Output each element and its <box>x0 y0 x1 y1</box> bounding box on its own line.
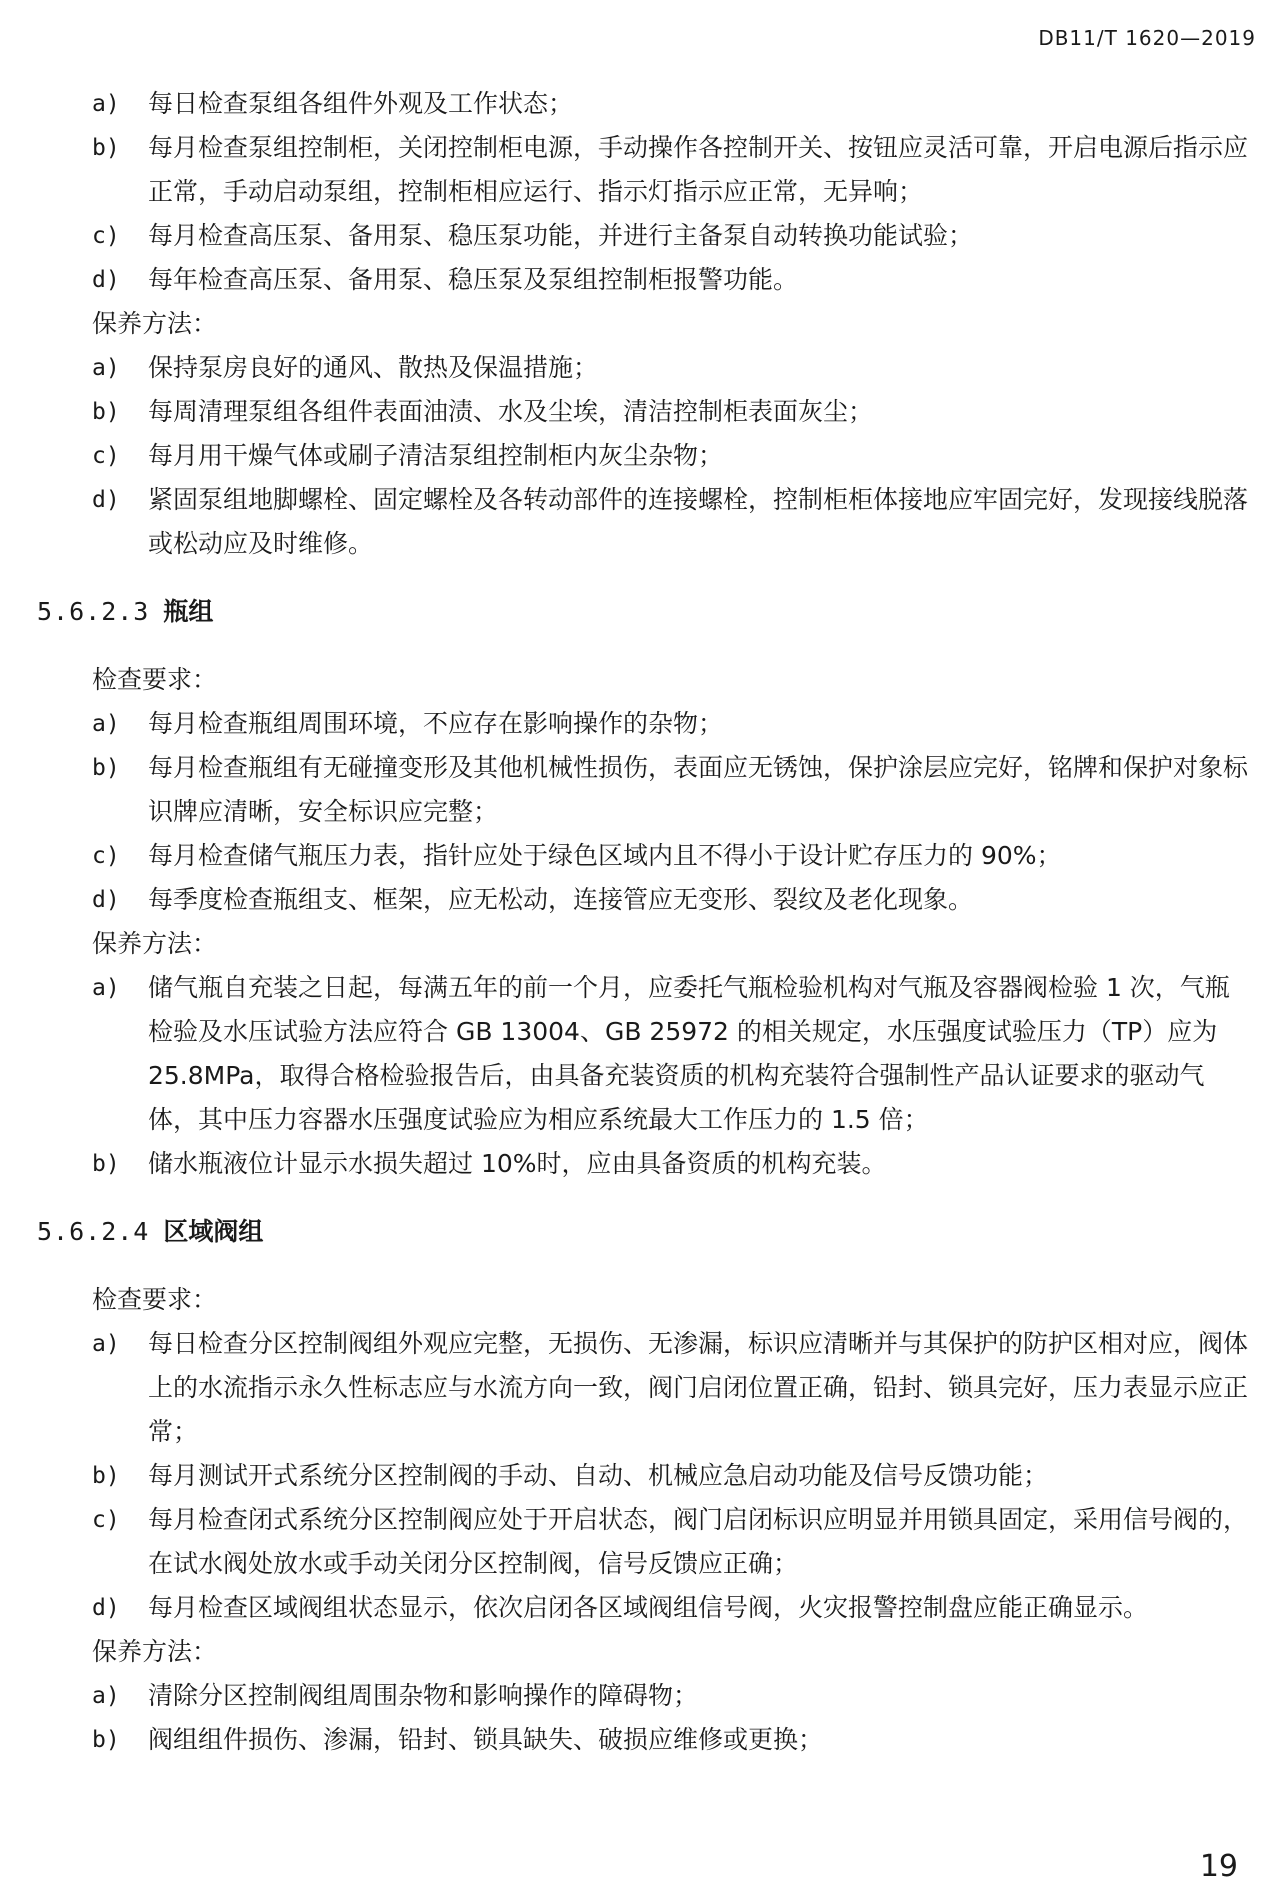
subsection-label: 保养方法： <box>92 1637 218 1666</box>
subsection-label: 检查要求： <box>92 1285 218 1314</box>
list-item-label: a) <box>92 975 120 1001</box>
list-item-label: d) <box>92 487 120 513</box>
list-item-text: 每月检查储气瓶压力表，指针应处于绿色区域内且不得小于设计贮存压力的 90%； <box>148 841 1062 870</box>
list-item-label: c) <box>92 223 120 249</box>
list-item-text: 储气瓶自充装之日起，每满五年的前一个月，应委托气瓶检验机构对气瓶及容器阀检验 1 次，气瓶检验及水压试验方法应符合 GB 13004、GB 25972 的相关规定，水压强度试验压力（TP）应为 25.8MPa，取得合格检验报告后，由具备充装资质的机构充装符合强制性产品认证要求的驱动气体，其中压力容器水压强度试验应为相应系统最大工作压力的 1.5 倍； <box>148 973 1230 1134</box>
section-title: 区域阀组 <box>163 1217 264 1246</box>
list-item-text: 紧固泵组地脚螺栓、固定螺栓及各转动部件的连接螺栓，控制柜柜体接地应牢固完好，发现接线脱落或松动应及时维修。 <box>148 485 1249 558</box>
list-item-label: b) <box>92 135 120 161</box>
subsection-label: 保养方法： <box>92 309 218 338</box>
list-item-label: d) <box>92 887 120 913</box>
list-item-label: b) <box>92 755 120 781</box>
list-item <box>0 834 1280 878</box>
list-item <box>0 746 1280 834</box>
list-item-text: 清除分区控制阀组周围杂物和影响操作的障碍物； <box>148 1681 699 1710</box>
document-body <box>0 82 1280 1762</box>
list-item-label: c) <box>92 443 120 469</box>
list-item <box>0 346 1280 390</box>
list-item-label: d) <box>92 1595 120 1621</box>
list-item-label: a) <box>92 1331 120 1357</box>
list-item-text: 每月测试开式系统分区控制阀的手动、自动、机械应急启动功能及信号反馈功能； <box>148 1461 1049 1490</box>
list-item-text: 每月检查瓶组周围环境，不应存在影响操作的杂物； <box>148 709 724 738</box>
list-item-text: 每周清理泵组各组件表面油渍、水及尘埃，清洁控制柜表面灰尘； <box>148 397 874 426</box>
list-item-label: c) <box>92 843 120 869</box>
list-item-text: 阀组组件损伤、渗漏，铅封、锁具缺失、破损应维修或更换； <box>148 1725 824 1754</box>
document-code: DB11/T 1620—2019 <box>1038 26 1256 50</box>
list-item-text: 每年检查高压泵、备用泵、稳压泵及泵组控制柜报警功能。 <box>148 265 799 294</box>
section-heading <box>0 1210 1280 1254</box>
list-item-text: 储水瓶液位计显示水损失超过 10%时，应由具备资质的机构充装。 <box>148 1149 887 1178</box>
list-item <box>0 126 1280 214</box>
list-item <box>0 1454 1280 1498</box>
list-item <box>0 1142 1280 1186</box>
list-item-text: 每月检查泵组控制柜，关闭控制柜电源，手动操作各控制开关、按钮应灵活可靠，开启电源后指示应正常，手动启动泵组，控制柜相应运行、指示灯指示应正常，无异响； <box>148 133 1249 206</box>
list-item <box>0 434 1280 478</box>
section-title: 瓶组 <box>163 597 214 626</box>
list-item <box>0 878 1280 922</box>
list-item-text: 每月用干燥气体或刷子清洁泵组控制柜内灰尘杂物； <box>148 441 724 470</box>
list-item <box>0 82 1280 126</box>
list-item-label: b) <box>92 1463 120 1489</box>
list-item <box>0 214 1280 258</box>
section-number: 5.6.2.3 <box>37 597 150 626</box>
list-item-label: a) <box>92 355 120 381</box>
list-item-label: a) <box>92 1683 120 1709</box>
list-item <box>0 1718 1280 1762</box>
section-number: 5.6.2.4 <box>37 1217 150 1246</box>
list-item-label: b) <box>92 1727 120 1753</box>
list-item <box>0 966 1280 1142</box>
list-item-label: a) <box>92 711 120 737</box>
subsection-label: 保养方法： <box>92 929 218 958</box>
list-item-text: 每月检查闭式系统分区控制阀应处于开启状态，阀门启闭标识应明显并用锁具固定，采用信号阀的，在试水阀处放水或手动关闭分区控制阀，信号反馈应正确； <box>148 1505 1249 1578</box>
section-heading <box>0 590 1280 634</box>
list-item-label: c) <box>92 1507 120 1533</box>
list-item <box>0 702 1280 746</box>
list-item-label: b) <box>92 399 120 425</box>
list-item <box>0 390 1280 434</box>
list-item <box>0 1322 1280 1454</box>
list-item-text: 每季度检查瓶组支、框架，应无松动，连接管应无变形、裂纹及老化现象。 <box>148 885 974 914</box>
list-item <box>0 1586 1280 1630</box>
subsection-label: 检查要求： <box>92 665 218 694</box>
list-item-text: 每日检查分区控制阀组外观应完整，无损伤、无渗漏，标识应清晰并与其保护的防护区相对应，阀体上的水流指示永久性标志应与水流方向一致，阀门启闭位置正确，铅封、锁具完好，压力表显示应正常； <box>148 1329 1249 1446</box>
list-item-text: 每日检查泵组各组件外观及工作状态； <box>148 89 574 118</box>
list-item <box>0 1674 1280 1718</box>
list-item-text: 每月检查高压泵、备用泵、稳压泵功能，并进行主备泵自动转换功能试验； <box>148 221 974 250</box>
list-item <box>0 1498 1280 1586</box>
list-item-label: b) <box>92 1151 120 1177</box>
list-item-label: a) <box>92 91 120 117</box>
list-item <box>0 258 1280 302</box>
list-item-label: d) <box>92 267 120 293</box>
page-number: 19 <box>1199 1849 1238 1884</box>
list-item-text: 保持泵房良好的通风、散热及保温措施； <box>148 353 599 382</box>
list-item-text: 每月检查区域阀组状态显示，依次启闭各区域阀组信号阀，火灾报警控制盘应能正确显示。 <box>148 1593 1149 1622</box>
list-item-text: 每月检查瓶组有无碰撞变形及其他机械性损伤，表面应无锈蚀，保护涂层应完好，铭牌和保护对象标识牌应清晰，安全标识应完整； <box>148 753 1249 826</box>
list-item <box>0 478 1280 566</box>
